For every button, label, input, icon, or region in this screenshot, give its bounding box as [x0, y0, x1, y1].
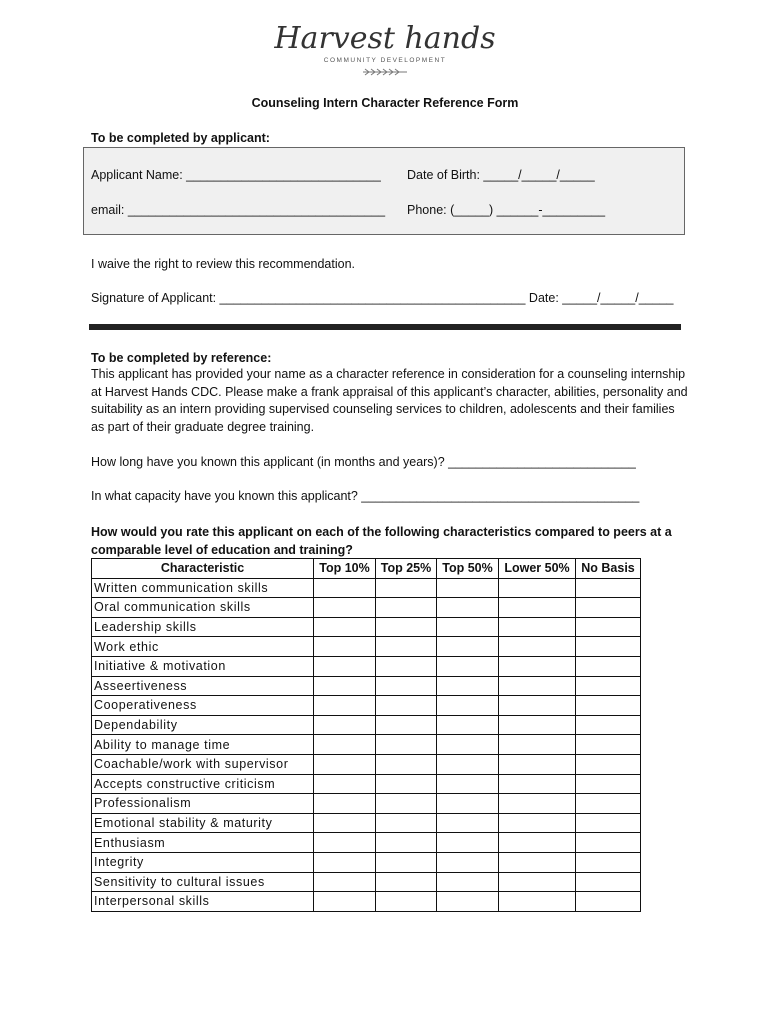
table-row [92, 774, 641, 794]
rating-cell-top-25[interactable] [376, 794, 437, 814]
rating-cell-lower-50[interactable] [499, 892, 576, 912]
header-no-basis: No Basis [576, 559, 641, 579]
table-row [92, 656, 641, 676]
applicant-signature-field[interactable]: Signature of Applicant: ____________________________________________ Date: _____/_____/_____ [91, 291, 674, 305]
rating-cell-no-basis[interactable] [576, 578, 641, 598]
table-row [92, 872, 641, 892]
rating-cell-top-50[interactable] [437, 872, 499, 892]
email-field[interactable]: email: _____________________________________ [91, 203, 386, 217]
rating-cell-top-10[interactable] [314, 833, 376, 853]
rating-cell-top-25[interactable] [376, 754, 437, 774]
rating-cell-top-25[interactable] [376, 578, 437, 598]
rating-cell-lower-50[interactable] [499, 735, 576, 755]
waiver-statement: I waive the right to review this recommendation. [91, 257, 356, 271]
rating-cell-top-50[interactable] [437, 696, 499, 716]
rating-cell-top-10[interactable] [314, 794, 376, 814]
rating-cell-top-10[interactable] [314, 852, 376, 872]
rating-cell-no-basis[interactable] [576, 715, 641, 735]
characteristic-asseertiveness: Asseertiveness [92, 676, 314, 696]
rating-cell-top-25[interactable] [376, 656, 437, 676]
rating-cell-top-10[interactable] [314, 656, 376, 676]
rating-cell-lower-50[interactable] [499, 715, 576, 735]
rating-cell-top-25[interactable] [376, 676, 437, 696]
rating-cell-top-10[interactable] [314, 637, 376, 657]
rating-cell-no-basis[interactable] [576, 774, 641, 794]
rating-cell-top-25[interactable] [376, 852, 437, 872]
reference-intro-text: This applicant has provided your name as a character reference in consideration for a counseling internship at Harvest Hands CDC. Please make a frank appraisal of this applicant’s character, abilities, personality and suitability as an intern providing supervised counseling services to children, adolescents and their families as part of their graduate degree training. [91, 367, 688, 434]
rating-cell-lower-50[interactable] [499, 676, 576, 696]
wheat-icon [363, 69, 407, 75]
rating-cell-top-10[interactable] [314, 735, 376, 755]
rating-cell-top-10[interactable] [314, 715, 376, 735]
table-row [92, 715, 641, 735]
characteristic-leadership-skills: Leadership skills [92, 617, 314, 637]
logo-sub-text: COMMUNITY DEVELOPMENT [323, 57, 447, 64]
rating-cell-lower-50[interactable] [499, 774, 576, 794]
header-top-50: Top 50% [437, 559, 499, 579]
rating-cell-no-basis[interactable] [576, 696, 641, 716]
characteristic-cooperativeness: Cooperativeness [92, 696, 314, 716]
table-row [92, 794, 641, 814]
characteristic-dependability: Dependability [92, 715, 314, 735]
applicant-section-heading: To be completed by applicant: [91, 131, 270, 145]
logo-graphic [274, 12, 496, 82]
harvest-hands-logo [274, 12, 496, 82]
rating-cell-top-50[interactable] [437, 676, 499, 696]
rating-cell-top-50[interactable] [437, 813, 499, 833]
characteristic-professionalism: Professionalism [92, 794, 314, 814]
characteristic-initiative-motivation: Initiative & motivation [92, 656, 314, 676]
rating-cell-lower-50[interactable] [499, 696, 576, 716]
rating-cell-top-10[interactable] [314, 872, 376, 892]
table-row [92, 833, 641, 853]
header-top-10: Top 10% [314, 559, 376, 579]
rating-cell-top-10[interactable] [314, 696, 376, 716]
rating-cell-lower-50[interactable] [499, 813, 576, 833]
capacity-field[interactable]: In what capacity have you known this applicant? ________________________________________ [91, 489, 640, 503]
rating-cell-top-50[interactable] [437, 852, 499, 872]
rating-cell-top-50[interactable] [437, 774, 499, 794]
rating-cell-lower-50[interactable] [499, 833, 576, 853]
logo-main-text: Harvest hands [274, 21, 496, 56]
header-characteristic: Characteristic [92, 559, 314, 579]
rating-cell-no-basis[interactable] [576, 833, 641, 853]
rating-cell-no-basis[interactable] [576, 598, 641, 618]
characteristic-coachable-work-with-supervisor: Coachable/work with supervisor [92, 754, 314, 774]
rating-cell-top-50[interactable] [437, 578, 499, 598]
header-lower-50: Lower 50% [499, 559, 576, 579]
rating-cell-top-25[interactable] [376, 637, 437, 657]
rating-prompt: How would you rate this applicant on each of the following characteristics compared to peers at a comparable level of education and training? [91, 525, 672, 557]
rating-cell-top-25[interactable] [376, 598, 437, 618]
rating-cell-no-basis[interactable] [576, 892, 641, 912]
characteristic-sensitivity-to-cultural-issues: Sensitivity to cultural issues [92, 872, 314, 892]
rating-cell-top-10[interactable] [314, 813, 376, 833]
table-row [92, 754, 641, 774]
rating-cell-no-basis[interactable] [576, 794, 641, 814]
phone-field[interactable]: Phone: (_____) ______-_________ [407, 203, 606, 217]
rating-cell-top-10[interactable] [314, 676, 376, 696]
table-row [92, 676, 641, 696]
rating-cell-top-50[interactable] [437, 794, 499, 814]
rating-cell-lower-50[interactable] [499, 656, 576, 676]
rating-cell-lower-50[interactable] [499, 578, 576, 598]
rating-cell-top-25[interactable] [376, 617, 437, 637]
table-row [92, 578, 641, 598]
rating-cell-no-basis[interactable] [576, 617, 641, 637]
header-top-25: Top 25% [376, 559, 437, 579]
rating-cell-lower-50[interactable] [499, 598, 576, 618]
characteristic-oral-communication-skills: Oral communication skills [92, 598, 314, 618]
rating-cell-lower-50[interactable] [499, 637, 576, 657]
characteristic-work-ethic: Work ethic [92, 637, 314, 657]
known-duration-field[interactable]: How long have you known this applicant (in months and years)? ___________________________ [91, 455, 636, 469]
rating-cell-top-10[interactable] [314, 598, 376, 618]
rating-cell-top-50[interactable] [437, 598, 499, 618]
rating-cell-top-50[interactable] [437, 754, 499, 774]
rating-cell-top-10[interactable] [314, 578, 376, 598]
table-row [92, 617, 641, 637]
rating-cell-lower-50[interactable] [499, 872, 576, 892]
rating-cell-top-25[interactable] [376, 696, 437, 716]
rating-cell-lower-50[interactable] [499, 852, 576, 872]
characteristic-accepts-constructive-criticism: Accepts constructive criticism [92, 774, 314, 794]
rating-cell-no-basis[interactable] [576, 637, 641, 657]
rating-cell-top-10[interactable] [314, 892, 376, 912]
rating-cell-no-basis[interactable] [576, 676, 641, 696]
rating-cell-top-10[interactable] [314, 617, 376, 637]
date-of-birth-field[interactable]: Date of Birth: _____/_____/_____ [407, 168, 595, 182]
rating-cell-top-25[interactable] [376, 715, 437, 735]
characteristic-integrity: Integrity [92, 852, 314, 872]
characteristic-ability-to-manage-time: Ability to manage time [92, 735, 314, 755]
rating-cell-no-basis[interactable] [576, 735, 641, 755]
reference-section-heading: To be completed by reference: [91, 351, 272, 365]
rating-cell-lower-50[interactable] [499, 754, 576, 774]
table-row [92, 892, 641, 912]
rating-cell-no-basis[interactable] [576, 656, 641, 676]
table-row [92, 637, 641, 657]
characteristic-enthusiasm: Enthusiasm [92, 833, 314, 853]
rating-cell-top-50[interactable] [437, 715, 499, 735]
rating-cell-lower-50[interactable] [499, 617, 576, 637]
table-row [92, 813, 641, 833]
rating-cell-top-50[interactable] [437, 637, 499, 657]
table-header-row [92, 559, 641, 579]
rating-cell-top-10[interactable] [314, 774, 376, 794]
rating-cell-lower-50[interactable] [499, 794, 576, 814]
rating-cell-top-25[interactable] [376, 872, 437, 892]
table-row [92, 598, 641, 618]
rating-cell-top-25[interactable] [376, 813, 437, 833]
rating-cell-top-50[interactable] [437, 656, 499, 676]
form-title: Counseling Intern Character Reference Form [251, 96, 519, 110]
rating-cell-top-25[interactable] [376, 735, 437, 755]
rating-cell-top-50[interactable] [437, 833, 499, 853]
characteristic-interpersonal-skills: Interpersonal skills [92, 892, 314, 912]
characteristic-written-communication-skills: Written communication skills [92, 578, 314, 598]
rating-cell-top-10[interactable] [314, 754, 376, 774]
table-row [92, 852, 641, 872]
rating-cell-top-50[interactable] [437, 892, 499, 912]
rating-cell-top-25[interactable] [376, 774, 437, 794]
table-row [92, 735, 641, 755]
characteristic-emotional-stability-maturity: Emotional stability & maturity [92, 813, 314, 833]
ratings-table [91, 558, 641, 912]
applicant-info-box [83, 147, 685, 235]
rating-cell-no-basis[interactable] [576, 872, 641, 892]
rating-cell-no-basis[interactable] [576, 852, 641, 872]
rating-cell-top-25[interactable] [376, 892, 437, 912]
rating-cell-top-50[interactable] [437, 735, 499, 755]
rating-cell-no-basis[interactable] [576, 754, 641, 774]
section-divider [89, 324, 681, 330]
rating-cell-top-50[interactable] [437, 617, 499, 637]
table-row [92, 696, 641, 716]
applicant-name-field[interactable]: Applicant Name: ____________________________ [91, 168, 381, 182]
rating-cell-no-basis[interactable] [576, 813, 641, 833]
rating-cell-top-25[interactable] [376, 833, 437, 853]
